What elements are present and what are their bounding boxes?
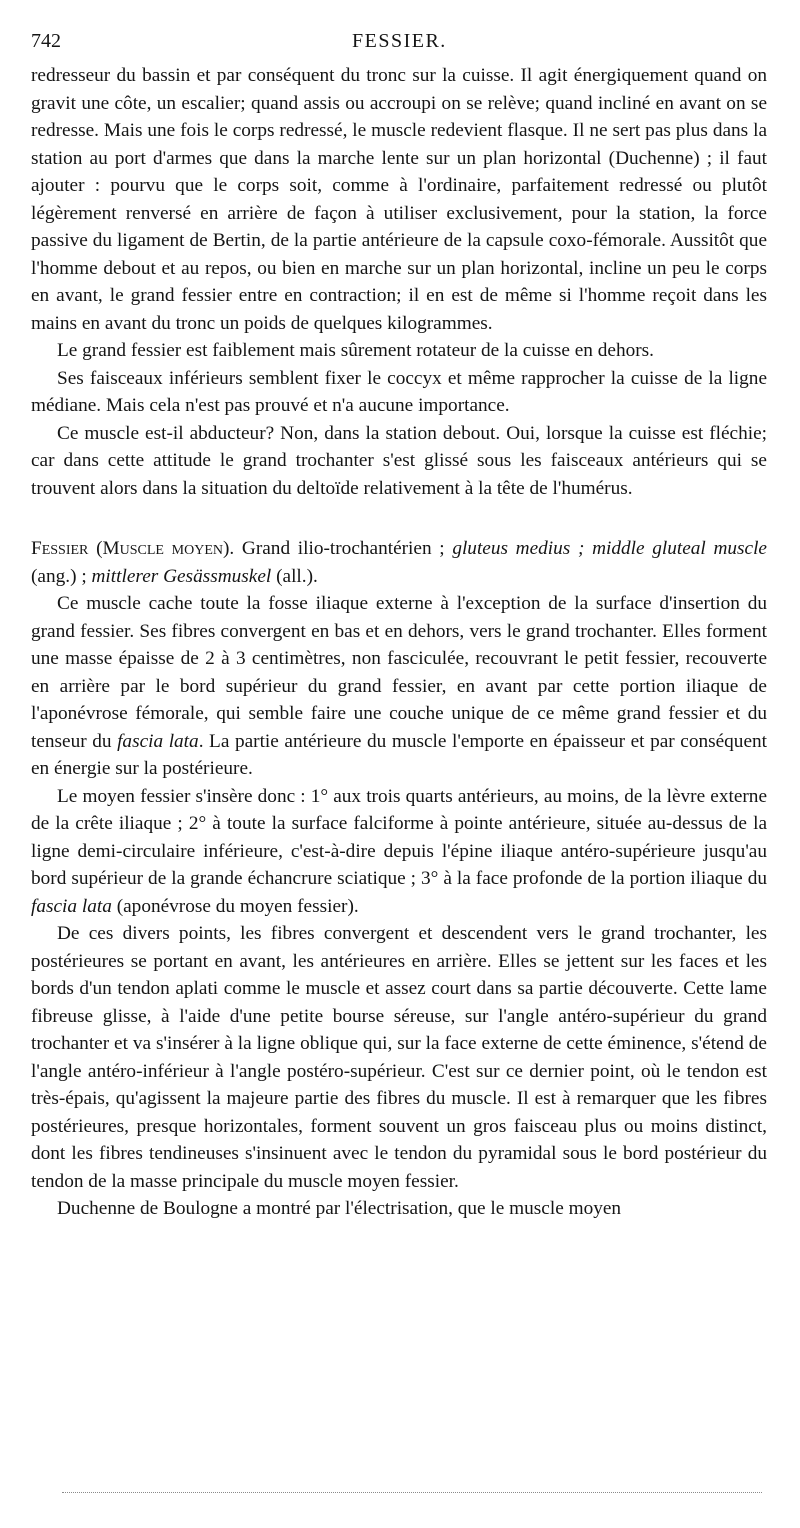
latin-name: gluteus medius ; middle gluteal muscle [452, 538, 767, 559]
german-name: mittlerer Gesässmuskel [91, 565, 272, 587]
section-heading-paragraph [31, 535, 767, 590]
synonym-text: (all.). [271, 565, 318, 587]
paragraph-abductor: Ce muscle est-il abducteur? Non, dans la station debout. Oui, lorsque la cuisse est fléchie; car dans cette attitude le grand trochanter s'est glissé sous les faisceaux antérieurs qui se trouvent alors dans la situation du deltoïde relativement à la tête de l'humérus. [31, 422, 767, 499]
italic-term: fascia lata [31, 895, 112, 917]
section-heading: Fessier (Muscle moyen). [31, 538, 235, 559]
paragraph-duchenne: Duchenne de Boulogne a montré par l'électrisation, que le muscle moyen [57, 1198, 622, 1219]
section-gap [31, 502, 767, 535]
body-text [31, 62, 767, 1223]
footer-rule [62, 1492, 762, 1493]
paragraph-description [31, 590, 767, 783]
paragraph-continuation: redresseur du bassin et par conséquent du tronc sur la cuisse. Il agit énergiquement quand on gravit une côte, un escalier; quand assis ou accroupi on se relève; quand incliné en avant on se redresse. Mais une fois le corps redressé, le muscle redevient flasque. Il ne sert pas plus dans la station au port d'armes que dans la marche lente sur un plan horizontal (Duchenne) ; il faut ajouter : pourvu que le corps soit, comme à l'ordinaire, parfaitement redressé ou plutôt légèrement renversé en arrière de façon à utiliser exclusivement, pour la station, la force passive du ligament de Bertin, de la partie antérieure de la capsule coxo-fémorale. Aussitôt que l'homme debout et au repos, ou bien en marche sur un plan horizontal, incline un peu le corps en avant, le grand fessier entre en contraction; il en est de même si l'homme reçoit dans les mains en avant du tronc un poids de quelques kilogrammes. [31, 65, 767, 334]
paragraph-text: . La partie antérieure du muscle l'emporte en épaisseur et par conséquent en énergie sur la postérieure. [31, 730, 768, 779]
paragraph-rotation: Le grand fessier est faiblement mais sûrement rotateur de la cuisse en dehors. [57, 340, 654, 361]
paragraph-insertion [31, 783, 767, 921]
italic-term: fascia lata [117, 730, 199, 752]
page-number: 742 [31, 30, 61, 52]
paragraph-text: Le moyen fessier s'insère donc : 1° aux trois quarts antérieurs, au moins, de la lèvre externe de la crête iliaque ; 2° à toute la surface falciforme à pointe antérieure, située au-dessus de la ligne demi-circulaire inférieure, c'est-à-dire depuis l'épine iliaque antéro-supérieure jusqu'au bord supérieur de la grande échancrure sciatique ; 3° à la face profonde de la portion iliaque du [31, 785, 767, 889]
running-head: FESSIER. [352, 30, 447, 52]
paragraph-text: (aponévrose du moyen fessier). [111, 895, 359, 917]
paragraph-text: Ce muscle cache toute la fosse iliaque externe à l'exception de la surface d'insertion du grand fessier. Ses fibres convergent en bas et en dehors, vers le grand trochanter. Elles forment une masse épaisse de 2 à 3 centimètres, non fasciculée, recouvrant le petit fessier, recouverte en arrière par le bord supérieur du grand fessier, en avant par cette portion iliaque de l'aponévrose fémorale, qui semble faire une couche unique de ce même grand fessier et du tenseur du [31, 593, 767, 752]
page-header [31, 30, 766, 58]
synonym-text: (ang.) ; [31, 565, 92, 587]
paragraph-fibers: De ces divers points, les fibres convergent et descendent vers le grand trochanter, les postérieures se portant en avant, les antérieures en arrière. Elles se jettent sur les faces et les bords d'un tendon aplati comme le muscle et assez court dans sa partie découverte. Cette lame fibreuse glisse, à l'aide d'une petite bourse séreuse, sur l'angle antéro-supérieur du grand trochanter et va s'insérer à la ligne oblique qui, sur la face externe de cette éminence, s'étend de l'angle antéro-inférieur à l'angle postéro-supérieur. C'est sur ce dernier point, où le tendon est très-épais, qu'agissent la majeure partie des fibres du muscle. Il est à remarquer que les fibres postérieures, presque horizontales, forment souvent un gros faisceau plus ou moins distinct, dont les fibres tendineuses s'insinuent avec le tendon du pyramidal sous le bord postérieur du tendon de la masse principale du muscle moyen fessier. [31, 923, 767, 1192]
paragraph-lower-fibers: Ses faisceaux inférieurs semblent fixer le coccyx et même rapprocher la cuisse de la ligne médiane. Mais cela n'est pas prouvé et n'a aucune importance. [31, 367, 767, 416]
synonym-text: Grand ilio-trochantérien ; [234, 538, 453, 559]
